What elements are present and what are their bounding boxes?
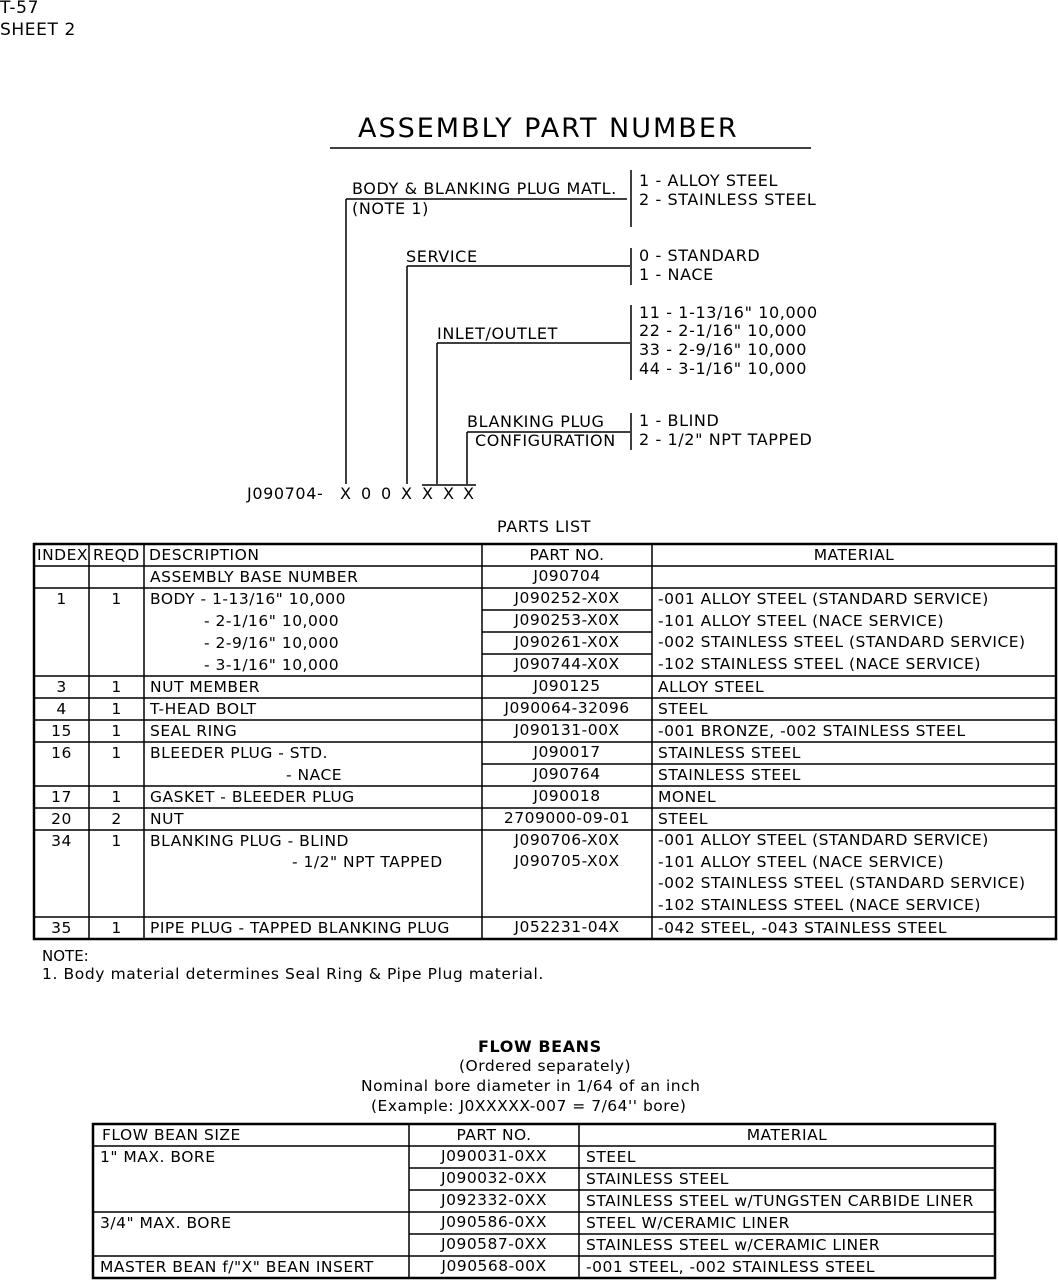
fb-row-part-no: J090031-0XX	[441, 1147, 547, 1165]
table-row-index: 35	[51, 919, 72, 937]
table-row-material: -001 ALLOY STEEL (STANDARD SERVICE)	[658, 831, 989, 849]
flow-beans-title: FLOW BEANS	[478, 1037, 602, 1056]
table-row-part-no: J090253-X0X	[514, 611, 620, 629]
fb-header-size: FLOW BEAN SIZE	[102, 1126, 241, 1144]
table-row-index: 3	[56, 678, 67, 696]
table-row-description: NUT MEMBER	[150, 678, 261, 696]
table-row-part-no: J090018	[533, 787, 601, 805]
blanking-option: 2 - 1/2" NPT TAPPED	[639, 430, 813, 449]
fb-row-part-no: J092332-0XX	[441, 1191, 547, 1209]
fb-header-material: MATERIAL	[746, 1126, 828, 1144]
fb-row-material: STEEL	[586, 1148, 637, 1166]
table-row-material: -001 ALLOY STEEL (STANDARD SERVICE)	[658, 590, 989, 608]
table-row-description: GASKET - BLEEDER PLUG	[150, 788, 355, 806]
body-label: BODY & BLANKING PLUG MATL.	[352, 179, 617, 198]
fb-row-material: STEEL W/CERAMIC LINER	[586, 1214, 790, 1232]
note-text: 1. Body material determines Seal Ring & Pipe Plug material.	[42, 965, 544, 983]
table-row-description: NUT	[150, 810, 184, 828]
table-row-material: -102 STAINLESS STEEL (NACE SERVICE)	[658, 896, 981, 914]
table-row-reqd: 1	[111, 700, 122, 718]
table-row-description: - 3-1/16" 10,000	[204, 656, 340, 674]
fb-row-part-no: J090587-0XX	[441, 1235, 547, 1253]
table-row-description: - NACE	[286, 766, 343, 784]
service-option: 0 - STANDARD	[639, 246, 761, 265]
table-row-index: 34	[51, 832, 72, 850]
code-char: X	[443, 484, 455, 503]
table-row-material: -001 BRONZE, -002 STAINLESS STEEL	[658, 722, 966, 740]
parts-list-title: PARTS LIST	[497, 517, 592, 536]
table-row-part-no: J090131-00X	[514, 721, 620, 739]
fb-row-part-no: J090586-0XX	[441, 1213, 547, 1231]
table-row-part-no: J090261-X0X	[514, 633, 620, 651]
fb-header-part-no: PART NO.	[456, 1126, 532, 1144]
table-row-description: PIPE PLUG - TAPPED BLANKING PLUG	[150, 919, 450, 937]
table-row-material: -042 STEEL, -043 STAINLESS STEEL	[658, 919, 948, 937]
inlet-option: 11 - 1-13/16" 10,000	[639, 303, 818, 322]
table-row-description: - 2-9/16" 10,000	[204, 634, 340, 652]
table-row-index: 1	[56, 590, 67, 608]
table-row-reqd: 1	[111, 590, 122, 608]
table-row-part-no: J090764	[533, 765, 601, 783]
header-index: INDEX	[37, 546, 89, 564]
assembly-title: ASSEMBLY PART NUMBER	[358, 113, 739, 144]
table-row-reqd: 1	[111, 678, 122, 696]
drawing-id: T-57	[0, 0, 39, 18]
table-row-material: ALLOY STEEL	[658, 678, 765, 696]
table-row-material: -002 STAINLESS STEEL (STANDARD SERVICE)	[658, 633, 1026, 651]
table-row-description: - 2-1/16" 10,000	[204, 612, 340, 630]
header-reqd: REQD	[93, 546, 140, 564]
fb-row-material: -001 STEEL, -002 STAINLESS STEEL	[586, 1258, 876, 1276]
table-row-material: -002 STAINLESS STEEL (STANDARD SERVICE)	[658, 874, 1026, 892]
table-row-reqd: 1	[111, 744, 122, 762]
table-row-part-no: J090704	[533, 567, 601, 585]
code-char: 0	[361, 484, 372, 503]
table-row-material: -102 STAINLESS STEEL (NACE SERVICE)	[658, 655, 981, 673]
body-option: 1 - ALLOY STEEL	[639, 171, 778, 190]
table-row-material: STEEL	[658, 810, 709, 828]
header-description: DESCRIPTION	[149, 546, 260, 564]
inlet-option: 44 - 3-1/16" 10,000	[639, 359, 808, 378]
table-row-description: BODY - 1-13/16" 10,000	[150, 590, 346, 608]
table-row-reqd: 1	[111, 919, 122, 937]
note-label: NOTE:	[42, 947, 89, 965]
table-row-reqd: 1	[111, 788, 122, 806]
table-row-part-no: J090252-X0X	[514, 589, 620, 607]
table-row-material: -101 ALLOY STEEL (NACE SERVICE)	[658, 612, 945, 630]
table-row-index: 4	[56, 700, 67, 718]
header-material: MATERIAL	[813, 546, 895, 564]
sheet-label: SHEET 2	[0, 20, 76, 40]
blanking-config-label: CONFIGURATION	[475, 431, 616, 450]
code-char: X	[463, 484, 475, 503]
table-row-description: - 1/2" NPT TAPPED	[292, 853, 443, 871]
blanking-option: 1 - BLIND	[639, 411, 720, 430]
blanking-label: BLANKING PLUG	[467, 412, 605, 431]
fb-row-material: STAINLESS STEEL w/CERAMIC LINER	[586, 1236, 881, 1254]
body-note: (NOTE 1)	[352, 199, 429, 218]
header-part-no: PART NO.	[529, 546, 605, 564]
table-row-part-no: J090705-X0X	[514, 852, 620, 870]
fb-row-material: STAINLESS STEEL	[586, 1170, 729, 1188]
inlet-label: INLET/OUTLET	[437, 324, 558, 343]
table-row-index: 17	[51, 788, 72, 806]
body-option: 2 - STAINLESS STEEL	[639, 190, 817, 209]
fb-row-size: 1" MAX. BORE	[100, 1148, 216, 1166]
service-label: SERVICE	[406, 247, 478, 266]
table-row-reqd: 1	[111, 722, 122, 740]
fb-row-material: STAINLESS STEEL w/TUNGSTEN CARBIDE LINER	[586, 1192, 974, 1210]
table-row-material: STEEL	[658, 700, 709, 718]
table-row-description: BLEEDER PLUG - STD.	[150, 744, 328, 762]
flow-beans-sub1: (Ordered separately)	[459, 1057, 632, 1075]
table-row-part-no: 2709000-09-01	[503, 809, 631, 827]
fb-row-part-no: J090568-00X	[441, 1257, 547, 1275]
table-row-index: 16	[51, 744, 72, 762]
table-row-part-no: J090744-X0X	[514, 655, 620, 673]
table-row-description: SEAL RING	[150, 722, 238, 740]
table-row-part-no: J090064-32096	[504, 699, 630, 717]
flow-beans-sub2: Nominal bore diameter in 1/64 of an inch	[361, 1077, 701, 1095]
fb-row-size: MASTER BEAN f/"X" BEAN INSERT	[100, 1258, 374, 1276]
fb-row-part-no: J090032-0XX	[441, 1169, 547, 1187]
table-row-material: MONEL	[658, 788, 717, 806]
table-row-reqd: 1	[111, 832, 122, 850]
service-option: 1 - NACE	[639, 265, 714, 284]
code-char: 0	[381, 484, 392, 503]
table-row-reqd: 2	[111, 810, 122, 828]
code-char: X	[340, 484, 352, 503]
table-row-description: ASSEMBLY BASE NUMBER	[150, 568, 359, 586]
table-row-part-no: J090017	[533, 743, 601, 761]
code-char: X	[422, 484, 434, 503]
table-row-index: 20	[51, 810, 72, 828]
flow-beans-sub3: (Example: J0XXXXX-007 = 7/64'' bore)	[371, 1097, 687, 1115]
table-row-material: STAINLESS STEEL	[658, 744, 801, 762]
table-row-material: STAINLESS STEEL	[658, 766, 801, 784]
code-char: X	[401, 484, 413, 503]
table-row-index: 15	[51, 722, 72, 740]
inlet-option: 22 - 2-1/16" 10,000	[639, 321, 808, 340]
base-code: J090704-	[247, 484, 324, 503]
table-row-part-no: J090706-X0X	[514, 831, 620, 849]
table-row-material: -101 ALLOY STEEL (NACE SERVICE)	[658, 853, 945, 871]
fb-row-size: 3/4" MAX. BORE	[100, 1214, 232, 1232]
inlet-option: 33 - 2-9/16" 10,000	[639, 340, 808, 359]
table-row-description: T-HEAD BOLT	[150, 700, 257, 718]
table-row-part-no: J090125	[533, 677, 601, 695]
table-row-part-no: J052231-04X	[514, 918, 620, 936]
table-row-description: BLANKING PLUG - BLIND	[150, 832, 349, 850]
